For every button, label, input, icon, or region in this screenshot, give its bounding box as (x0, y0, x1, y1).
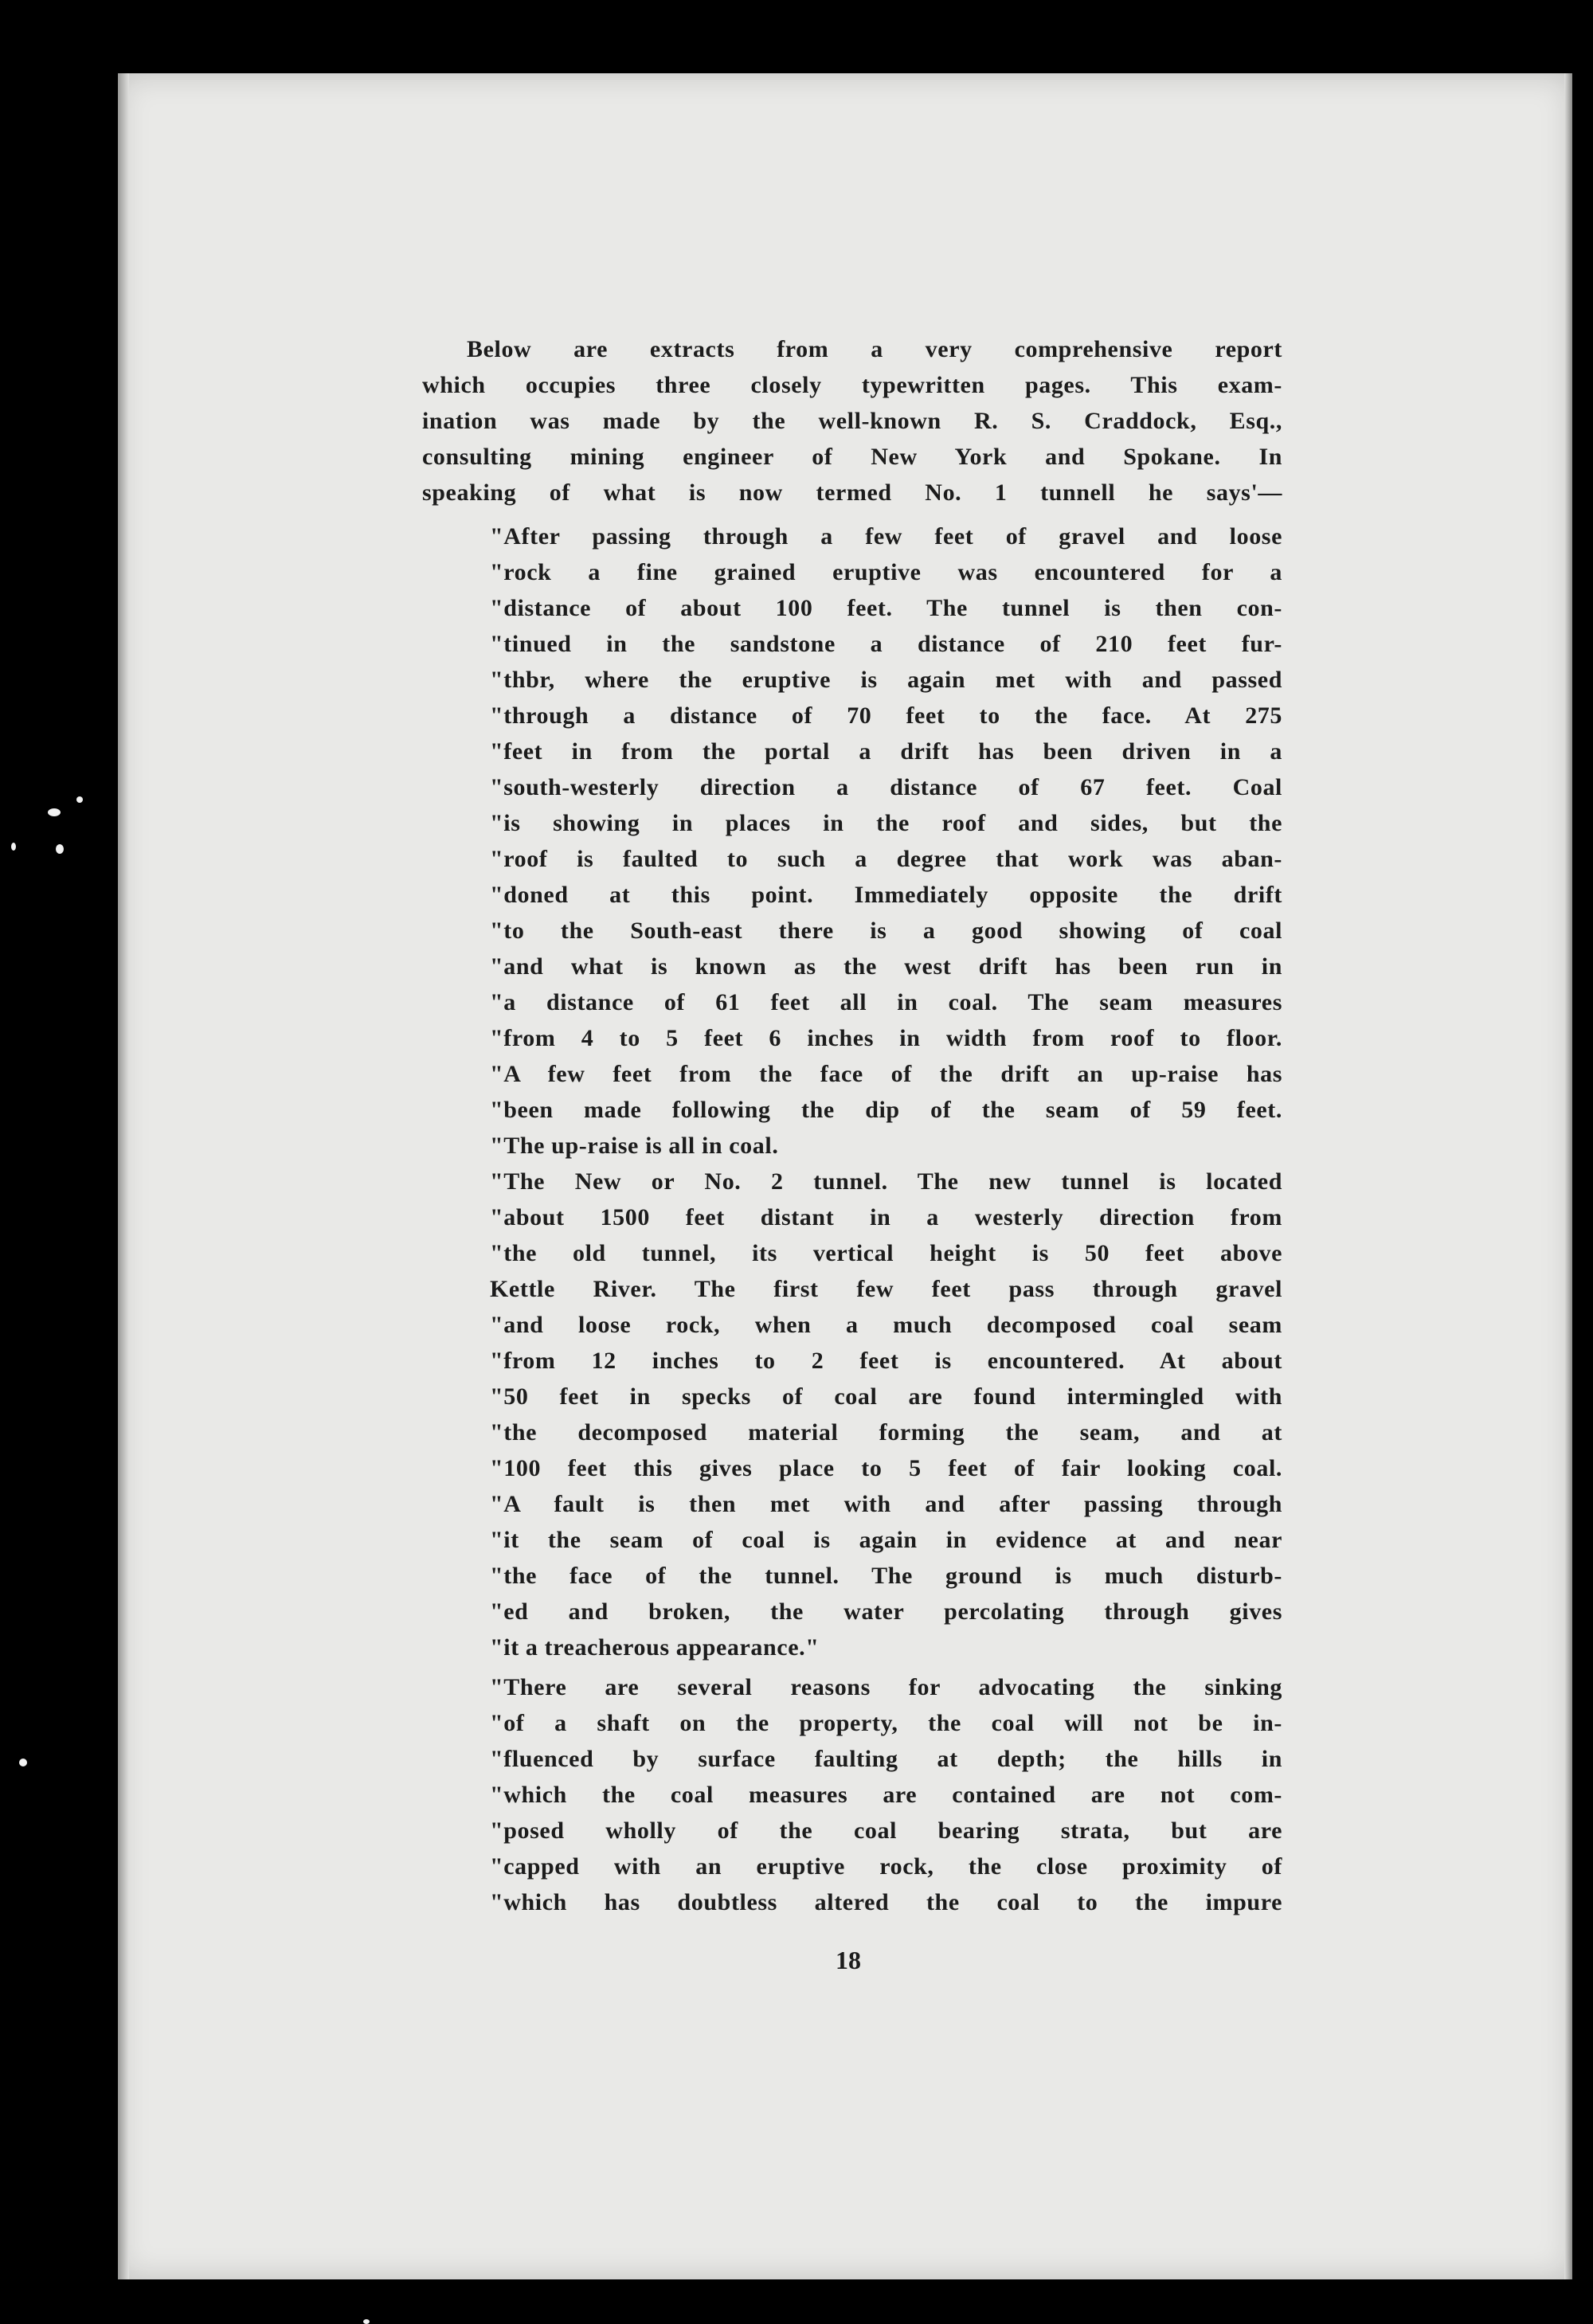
quote-line: "fluenced by surface faulting at depth; the hills in (490, 1746, 1282, 1772)
quote-line: "of a shaft on the property, the coal will not be in- (490, 1710, 1282, 1736)
quote-line: "feet in from the portal a drift has been driven in a (490, 738, 1282, 765)
quote-line: "ed and broken, the water percolating through gives (490, 1598, 1282, 1625)
quote-line: Kettle River. The first few feet pass through gravel (490, 1276, 1282, 1302)
intro-line: speaking of what is now termed No. 1 tunnell he says'— (422, 479, 1282, 506)
quote-line: "thbr, where the eruptive is again met with and passed (490, 667, 1282, 693)
quote-line: "the decomposed material forming the seam, and at (490, 1419, 1282, 1446)
intro-line: ination was made by the well-known R. S. Craddock, Esq., (422, 408, 1282, 434)
quote-line: "rock a fine grained eruptive was encountered for a (490, 559, 1282, 585)
quote-line: "posed wholly of the coal bearing strata, but are (490, 1817, 1282, 1844)
quote-line: "roof is faulted to such a degree that work was aban- (490, 846, 1282, 872)
quote-line: "A fault is then met with and after passing through (490, 1491, 1282, 1517)
quote-line: "through a distance of 70 feet to the face. At 275 (490, 702, 1282, 729)
quote-line: "from 12 inches to 2 feet is encountered. At about (490, 1348, 1282, 1374)
quote-line: "After passing through a few feet of gravel and loose (490, 523, 1282, 550)
quote-line: "The up-raise is all in coal. (490, 1133, 779, 1159)
quote-line: "a distance of 61 feet all in coal. The seam measures (490, 989, 1282, 1015)
quote-line: "A few feet from the face of the drift an up-raise has (490, 1061, 1282, 1087)
quote-line: "it a treacherous appearance." (490, 1634, 820, 1661)
quote-line: "from 4 to 5 feet 6 inches in width from roof to floor. (490, 1025, 1282, 1051)
quote-line: "is showing in places in the roof and sides, but the (490, 810, 1282, 836)
quote-line: "The New or No. 2 tunnel. The new tunnel is located (490, 1168, 1282, 1195)
quote-line: "100 feet this gives place to 5 feet of fair looking coal. (490, 1455, 1282, 1481)
quote-line: "and loose rock, when a much decomposed coal seam (490, 1312, 1282, 1338)
intro-line: Below are extracts from a very comprehensive report (467, 336, 1282, 362)
intro-line: which occupies three closely typewritten pages. This exam- (422, 372, 1282, 398)
quote-line: "the old tunnel, its vertical height is 50 feet above (490, 1240, 1282, 1266)
quote-line: "which the coal measures are contained are not com- (490, 1782, 1282, 1808)
quote-line: "which has doubtless altered the coal to the impure (490, 1889, 1282, 1915)
quote-line: "tinued in the sandstone a distance of 210 feet fur- (490, 631, 1282, 657)
quote-line: "capped with an eruptive rock, the close proximity of (490, 1853, 1282, 1880)
quote-line: "been made following the dip of the seam of 59 feet. (490, 1097, 1282, 1123)
quote-line: "about 1500 feet distant in a westerly direction from (490, 1204, 1282, 1230)
intro-line: consulting mining engineer of New York and Spokane. In (422, 444, 1282, 470)
quote-line: "the face of the tunnel. The ground is much disturb- (490, 1563, 1282, 1589)
quote-line: "to the South-east there is a good showing of coal (490, 917, 1282, 944)
quote-line: "50 feet in specks of coal are found intermingled with (490, 1383, 1282, 1410)
quote-line: "and what is known as the west drift has been run in (490, 953, 1282, 980)
quote-line: "distance of about 100 feet. The tunnel is then con- (490, 595, 1282, 621)
quote-line: "There are several reasons for advocating the sinking (490, 1674, 1282, 1700)
quote-line: "south-westerly direction a distance of 67 feet. Coal (490, 774, 1282, 800)
quote-line: "doned at this point. Immediately opposite the drift (490, 882, 1282, 908)
page-number: 18 (836, 1946, 861, 1974)
quote-line: "it the seam of coal is again in evidence at and near (490, 1527, 1282, 1553)
